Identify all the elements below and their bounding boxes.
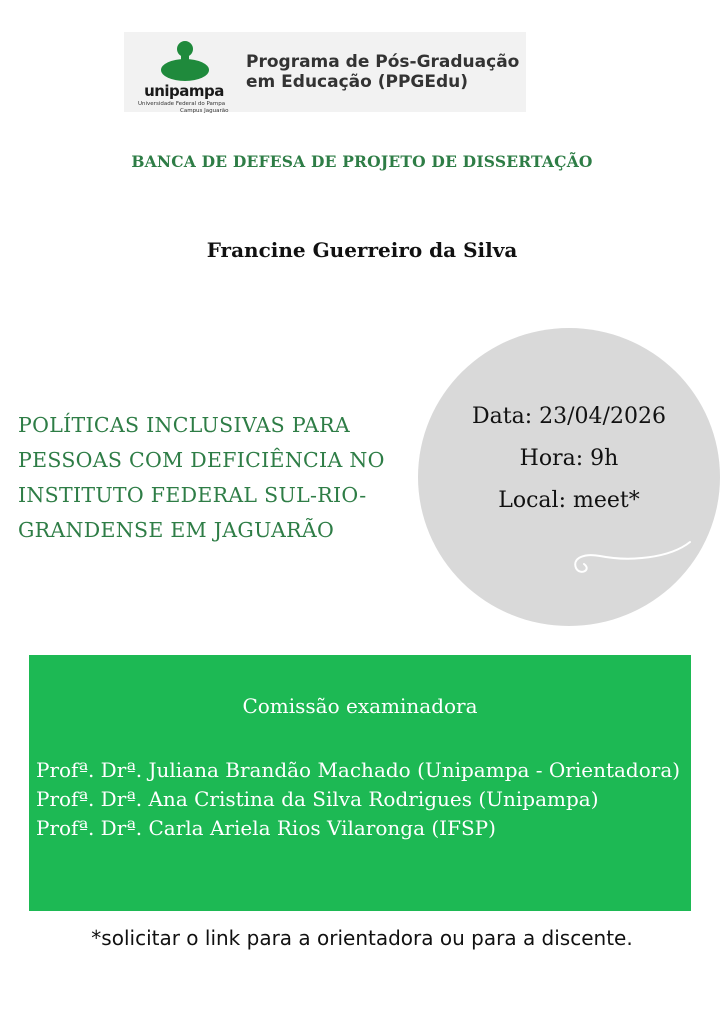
footnote: *solicitar o link para a orientadora ou para a discente. <box>91 926 633 950</box>
committee-heading: Comissão examinadora <box>242 694 478 718</box>
tree-logo-icon <box>160 40 210 84</box>
event-details <box>418 396 720 522</box>
committee-members <box>36 756 688 843</box>
program-name-line1: Programa de Pós-Graduação <box>246 52 520 72</box>
candidate-name: Francine Guerreiro da Silva <box>206 238 518 262</box>
event-location: Local: meet* <box>498 488 640 513</box>
logo-wordmark: unipampa <box>144 82 224 100</box>
logo-university-name: Universidade Federal do Pampa <box>138 101 226 107</box>
event-date: Data: 23/04/2026 <box>472 404 666 429</box>
unipampa-logo <box>130 32 242 112</box>
committee-member: Profª. Drª. Juliana Brandão Machado (Unipampa - Orientadora) <box>36 758 681 782</box>
committee-member: Profª. Drª. Ana Cristina da Silva Rodrigues (Unipampa) <box>36 787 599 811</box>
event-time: Hora: 9h <box>519 446 619 471</box>
event-heading: BANCA DE DEFESA DE PROJETO DE DISSERTAÇÃO <box>131 152 593 171</box>
swirl-decoration-icon <box>560 536 696 586</box>
logo-campus-name: Campus Jaguarão <box>180 108 229 114</box>
header-banner <box>124 32 526 112</box>
committee-member: Profª. Drª. Carla Ariela Rios Vilaronga (IFSP) <box>36 816 496 840</box>
program-name <box>246 52 519 92</box>
program-name-line2: em Educação (PPGEdu) <box>246 72 469 92</box>
thesis-title: POLÍTICAS INCLUSIVAS PARA PESSOAS COM DEFICIÊNCIA NO INSTITUTO FEDERAL SUL-RIO-GRANDENSE EM JAGUARÃO <box>18 413 385 542</box>
